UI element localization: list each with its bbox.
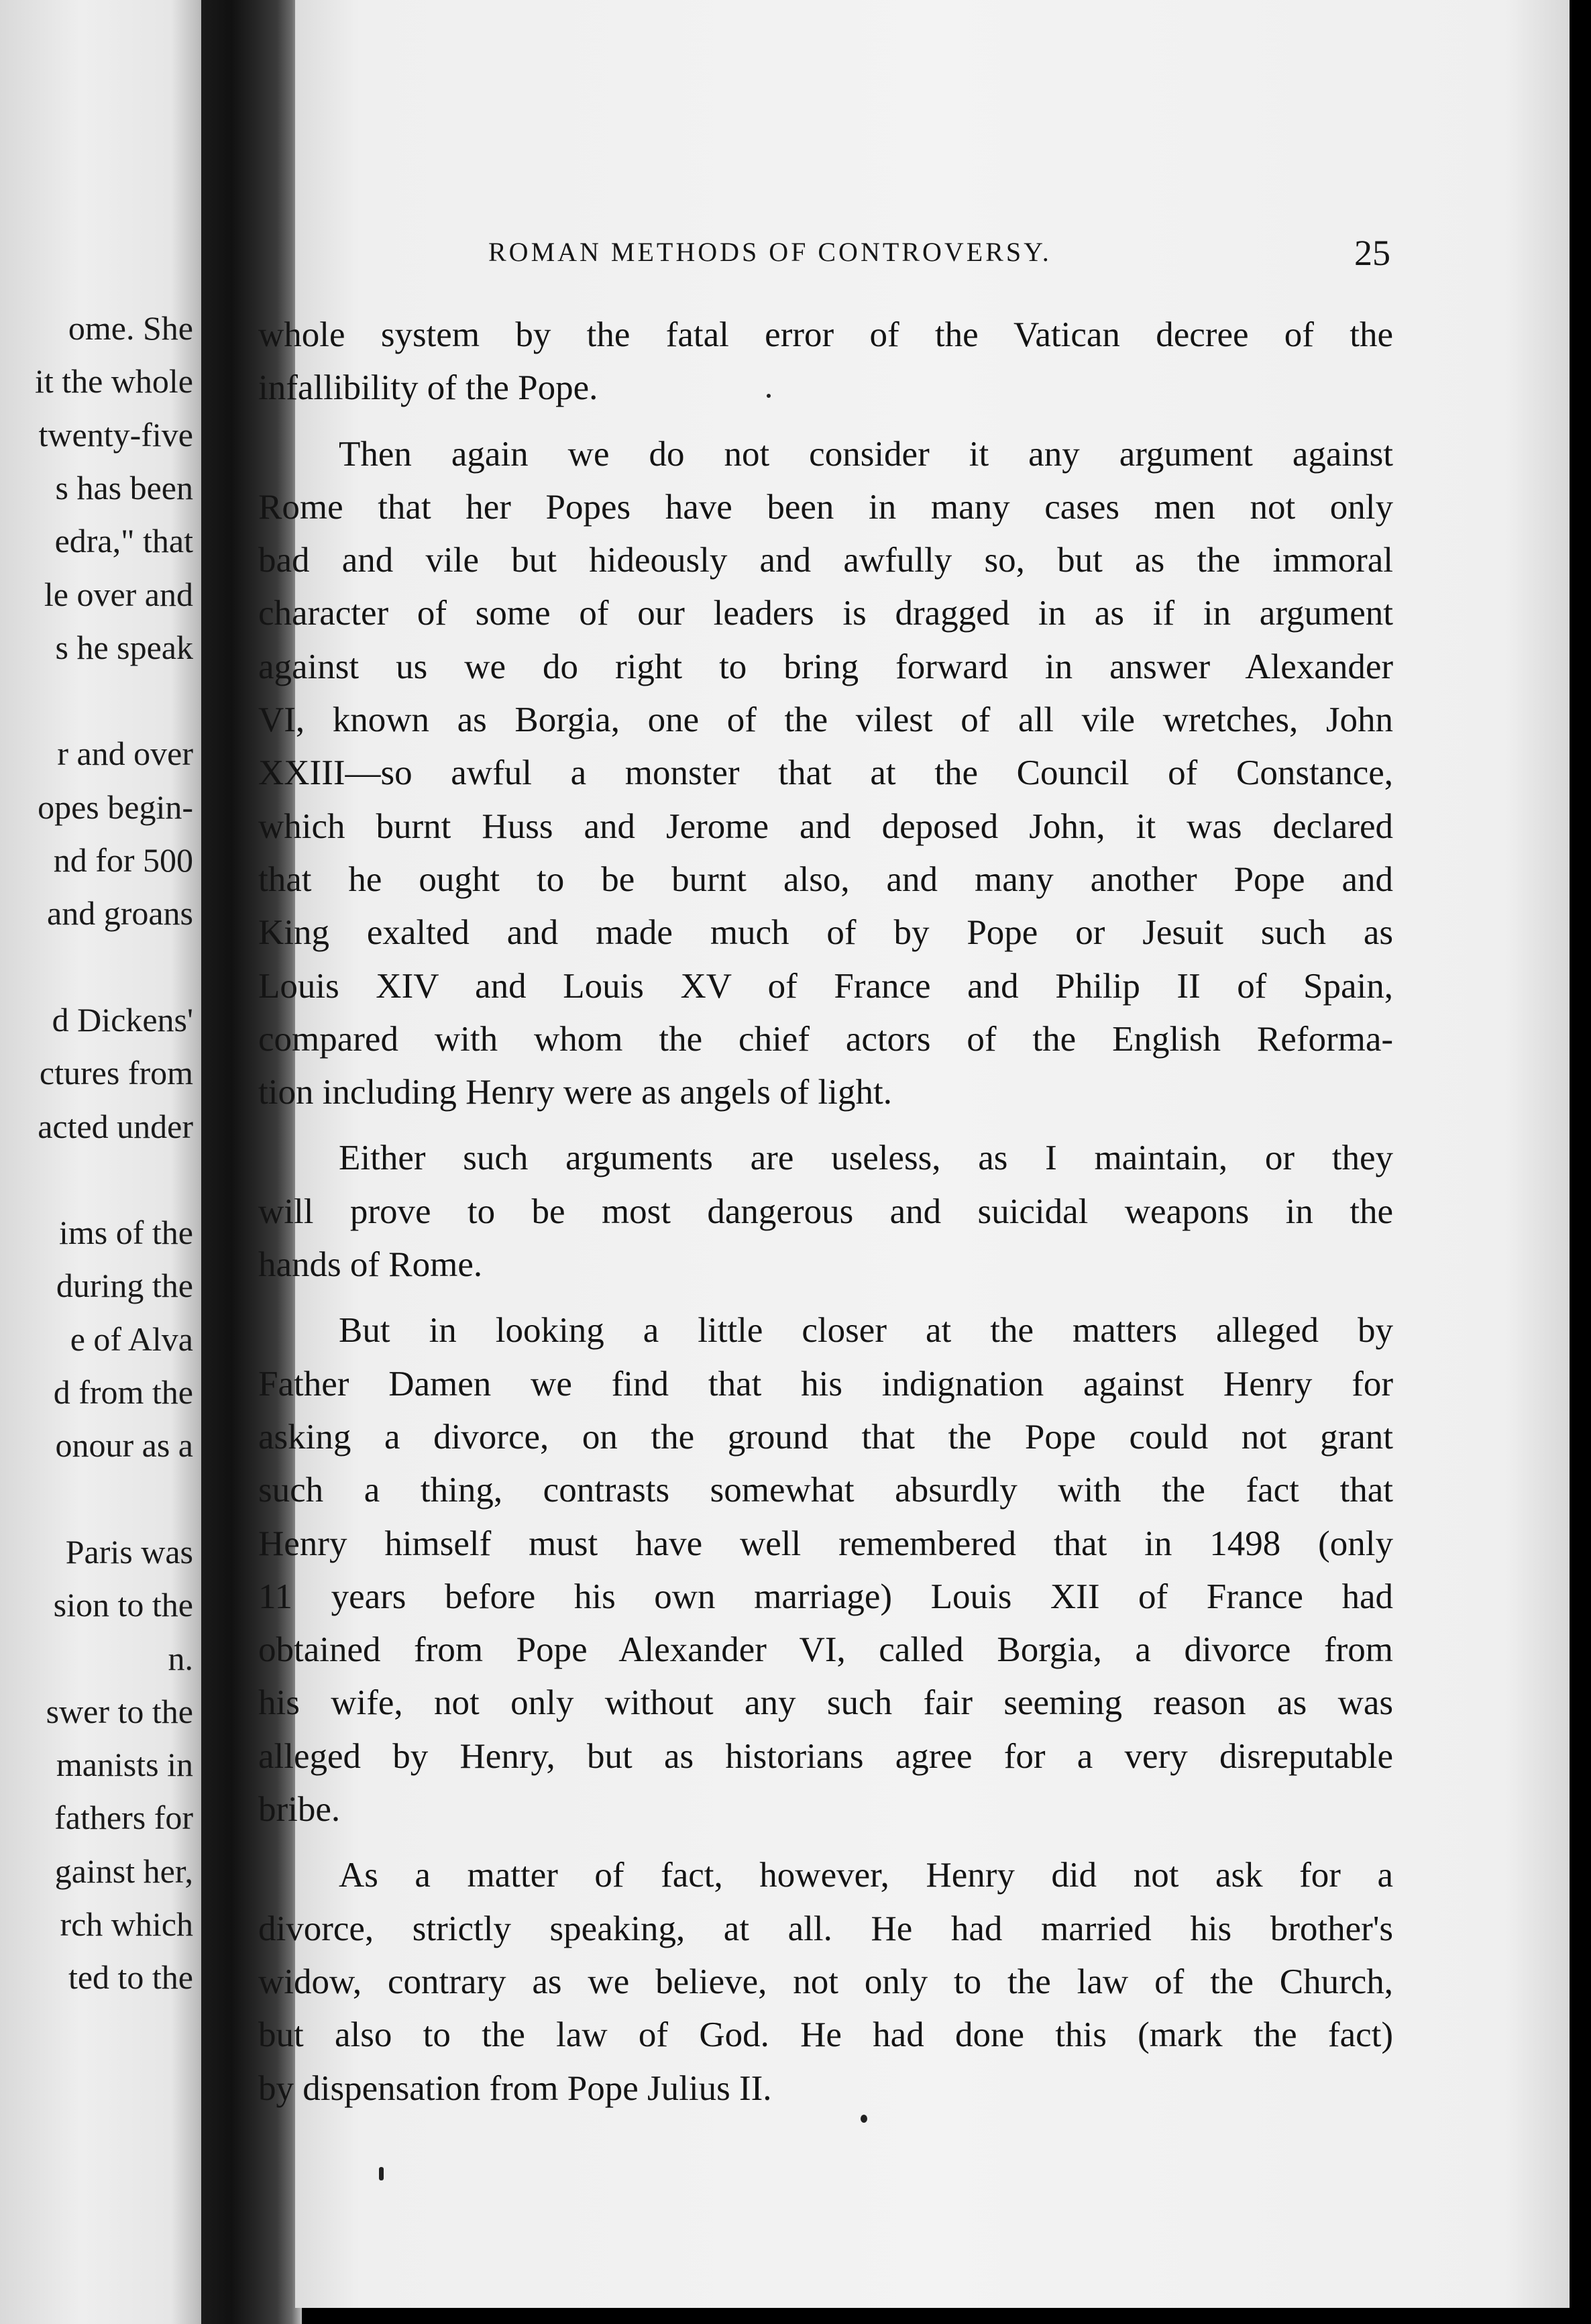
left-page-line: and groans	[47, 894, 193, 933]
text-line: character of some of our leaders is dragged in as if in argument	[258, 594, 1393, 633]
left-page-line: r and over	[57, 735, 193, 773]
text-line: bad and vile but hideously and awfully so, but as the immoral	[258, 541, 1393, 580]
scan-border	[1570, 0, 1591, 2324]
text-line: alleged by Henry, but as historians agree for a very disreputable	[258, 1736, 1393, 1776]
left-page-line: ome. She	[68, 309, 193, 347]
text-line: Louis XIV and Louis XV of France and Philip II of Spain,	[258, 966, 1393, 1006]
text-line: Henry himself must have well remembered that in 1498 (only	[258, 1524, 1393, 1563]
page-header	[488, 233, 1390, 279]
text-line: against us we do right to bring forward in answer Alexander	[258, 647, 1393, 686]
print-speck	[861, 2115, 867, 2123]
left-page-line: s has been	[55, 468, 193, 507]
text-line: Father Damen we find that his indignation against Henry for	[258, 1364, 1393, 1404]
text-line: tion including Henry were as angels of light.	[258, 1073, 892, 1112]
left-page-line: gainst her,	[54, 1852, 193, 1890]
text-line: As a matter of fact, however, Henry did not ask for a	[339, 1856, 1393, 1895]
text-line: which burnt Huss and Jerome and deposed John, it was declared	[258, 806, 1393, 846]
text-line: Rome that her Popes have been in many cases men not only	[258, 487, 1393, 527]
text-line: Either such arguments are useless, as I maintain, or they	[339, 1139, 1393, 1178]
left-page-line: onour as a	[55, 1426, 193, 1465]
text-line: his wife, not only without any such fair seeming reason as was	[258, 1683, 1393, 1723]
paragraph	[258, 1304, 1393, 1836]
paragraph-gap	[258, 415, 1393, 428]
text-line: infallibility of the Pope.	[258, 368, 598, 408]
left-page-line: e of Alva	[70, 1320, 193, 1358]
print-speck	[767, 394, 771, 398]
text-line: such a thing, contrasts somewhat absurdly with the fact that	[258, 1471, 1393, 1510]
left-page-line: s he speak	[55, 628, 193, 666]
text-line: will prove to be most dangerous and suicidal weapons in the	[258, 1192, 1393, 1231]
text-line: that he ought to be burnt also, and many another Pope and	[258, 859, 1393, 899]
paragraph-gap	[258, 1291, 1393, 1304]
text-line: XXIII—so awful a monster that at the Council of Constance,	[258, 753, 1393, 793]
left-page-line: it the whole	[34, 362, 193, 401]
left-page-line: swer to the	[46, 1692, 193, 1730]
left-page-line: manists in	[56, 1746, 193, 1784]
text-line: compared with whom the chief actors of the English Reforma-	[258, 1019, 1393, 1059]
page-number: 25	[1354, 233, 1390, 273]
print-speck	[379, 2167, 384, 2180]
left-page-line: ctures from	[39, 1054, 193, 1092]
text-line: VI, known as Borgia, one of the vilest of all vile wretches, John	[258, 700, 1393, 740]
paragraph-gap	[258, 1119, 1393, 1132]
left-page-line: d from the	[53, 1373, 193, 1411]
text-line: asking a divorce, on the ground that the Pope could not grant	[258, 1417, 1393, 1457]
left-page-line: edra," that	[54, 522, 193, 560]
left-page-line: rch which	[60, 1905, 193, 1943]
body-text	[258, 309, 1393, 2115]
left-page-line: twenty-five	[38, 415, 193, 454]
left-page-line: le over and	[44, 575, 193, 613]
text-line: bribe.	[258, 1790, 341, 1830]
text-line: hands of Rome.	[258, 1245, 483, 1285]
text-line: by dispensation from Pope Julius II.	[258, 2068, 772, 2108]
left-page-line: n.	[168, 1639, 193, 1677]
text-line: obtained from Pope Alexander VI, called Borgia, a divorce from	[258, 1630, 1393, 1670]
text-line: 11 years before his own marriage) Louis XII of France had	[258, 1577, 1393, 1616]
left-page-line: nd for 500	[53, 841, 193, 879]
left-page-line: ims of the	[59, 1214, 193, 1252]
left-page-line: sion to the	[53, 1586, 193, 1624]
left-page-line: ted to the	[68, 1958, 193, 1997]
paragraph	[258, 428, 1393, 1120]
text-line: divorce, strictly speaking, at all. He had married his brother's	[258, 1909, 1393, 1948]
paragraph-gap	[258, 1836, 1393, 1849]
left-page-line: acted under	[38, 1107, 193, 1145]
left-page-line: fathers for	[54, 1799, 193, 1837]
text-line: But in looking a little closer at the matters alleged by	[339, 1311, 1393, 1351]
text-line: but also to the law of God. He had done this (mark the fact)	[258, 2015, 1393, 2055]
text-line: Then again we do not consider it any argument against	[339, 434, 1393, 474]
paragraph	[258, 1849, 1393, 2115]
left-page-line: opes begin-	[38, 788, 193, 826]
text-line: King exalted and made much of by Pope or Jesuit such as	[258, 913, 1393, 953]
left-page-line: during the	[56, 1267, 193, 1305]
text-line: whole system by the fatal error of the Vatican decree of the	[258, 315, 1393, 354]
left-page-line: d Dickens'	[52, 1000, 193, 1039]
running-head: ROMAN METHODS OF CONTROVERSY.	[488, 237, 1052, 267]
previous-page-fragment	[0, 0, 201, 2324]
left-page-line: Paris was	[65, 1532, 193, 1571]
text-line: widow, contrary as we believe, not only to the law of the Church,	[258, 1962, 1393, 2001]
paragraph	[258, 309, 1393, 415]
paragraph	[258, 1132, 1393, 1291]
